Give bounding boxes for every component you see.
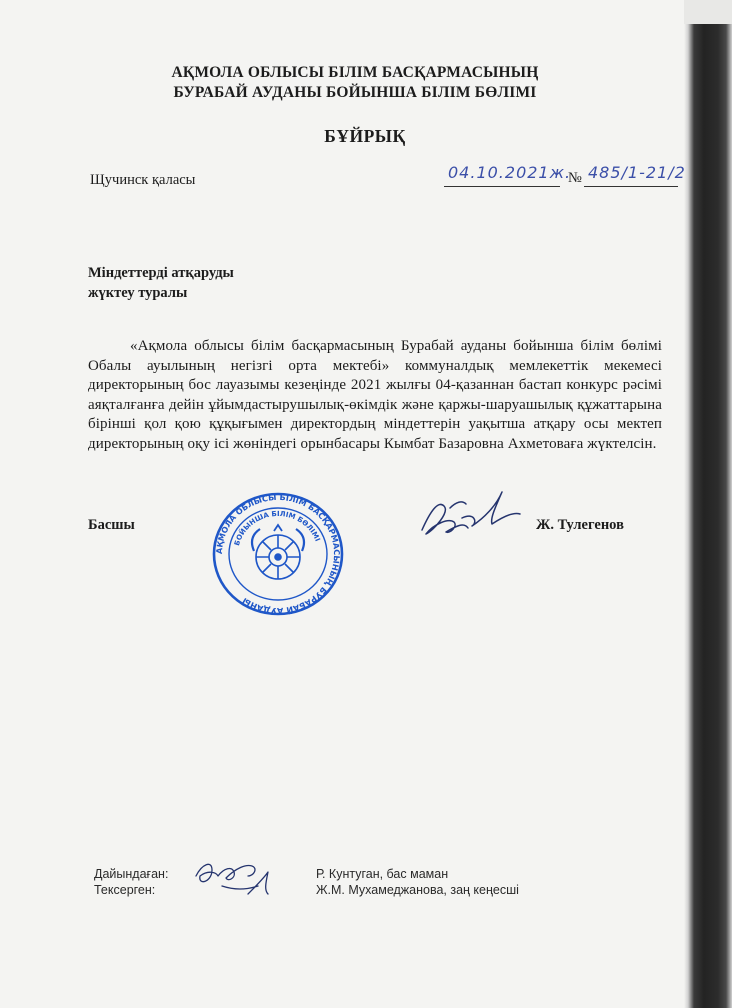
checked-by-label: Тексерген: <box>94 883 156 897</box>
official-stamp-seal <box>208 491 348 617</box>
order-body-paragraph: «Ақмола облысы білім басқармасының Бурабай ауданы бойынша білім бөлімі Обалы ауылының негізгі орта мектебі» коммуналдық мемлекеттік мекемесі директорының бос лауазымы кезеңінде 2021 жылғы 04-қазаннан бастап конкурс рәсімі аяқталғанға дейін ұйымдастырушылық-өкімдік және қаржы-шаруашылық құжаттарына бірінші қол қою құқығымен директордың міндеттерін уақытша атқару осы мектеп директорының оқу ісі жөніндегі орынбасары Кымбат Базаровна Ахметоваға жүктелсін. <box>88 338 662 452</box>
scan-edge-top <box>684 0 732 24</box>
director-signature <box>404 478 524 548</box>
stamp-outer-text: АҚМОЛА ОБЛЫСЫ БІЛІМ БАСҚАРМАСЫНЫҢ БУРАБАЙ АУДАНЫ <box>214 492 342 616</box>
subject-line1: Міндеттерді атқаруды <box>88 265 234 281</box>
prepared-by-name: Р. Кунтуган, бас маман <box>316 867 449 881</box>
checked-by-name: Ж.М. Мухамеджанова, заң кеңесші <box>316 883 519 897</box>
number-sign: № <box>568 170 582 186</box>
signatory-name: Ж. Тулегенов <box>536 517 624 533</box>
document-type-title: БҰЙРЫҚ <box>324 126 406 146</box>
preparer-signature <box>182 846 282 906</box>
signatory-title: Басшы <box>88 517 135 533</box>
scan-shadow-edge <box>684 0 732 1008</box>
subject-line2: жүктеу туралы <box>88 285 188 301</box>
handwritten-number: 485/1-21/2 <box>588 163 686 182</box>
date-underline <box>444 186 560 187</box>
state-emblem-icon <box>252 525 304 579</box>
org-name-line2: БУРАБАЙ АУДАНЫ БОЙЫНША БІЛІМ БӨЛІМІ <box>173 84 537 101</box>
number-underline <box>584 186 678 187</box>
prepared-by-label: Дайындаған: <box>94 867 169 881</box>
stamp-inner-text: БОЙЫНША БІЛІМ БӨЛІМІ <box>233 509 322 547</box>
handwritten-date: 04.10.2021ж. <box>448 163 572 182</box>
city-label: Щучинск қаласы <box>90 172 196 188</box>
org-name-line1: АҚМОЛА ОБЛЫСЫ БІЛІМ БАСҚАРМАСЫНЫҢ <box>171 64 539 81</box>
